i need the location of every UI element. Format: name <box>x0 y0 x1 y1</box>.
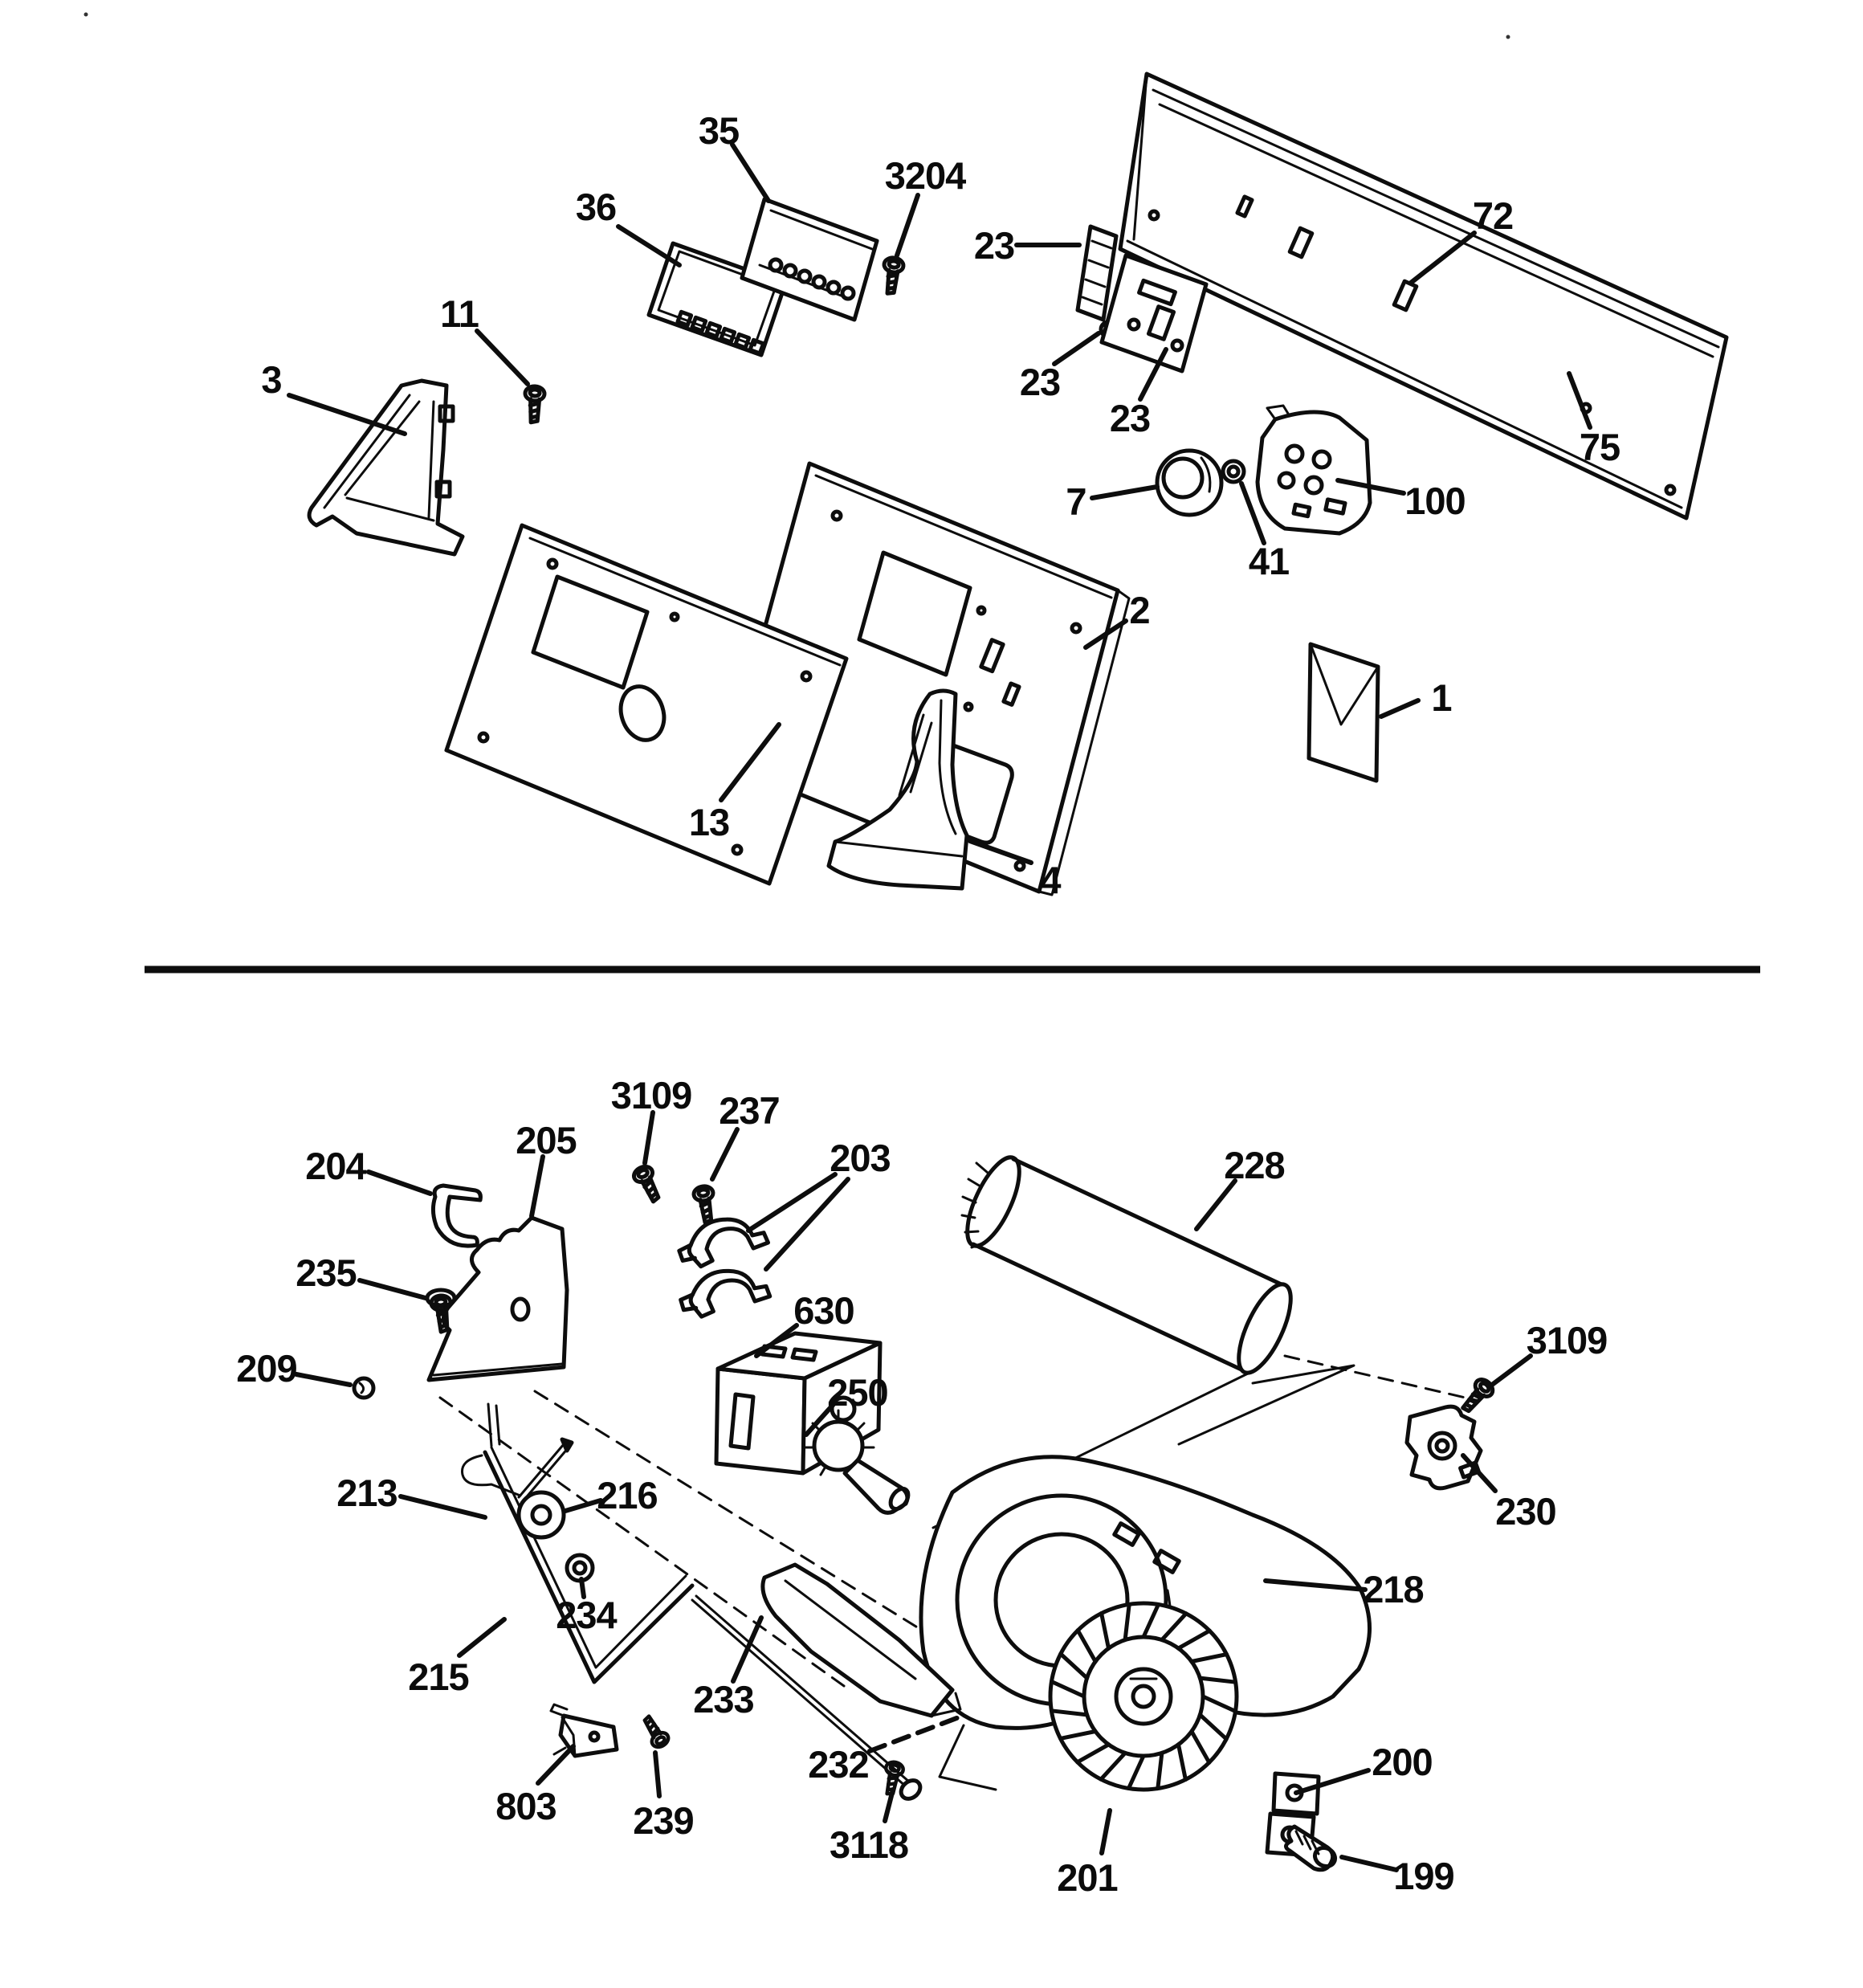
part-label-3118-38: 3118 <box>830 1823 908 1866</box>
part-label-803-36: 803 <box>495 1785 556 1827</box>
blower-section <box>354 1150 1496 1870</box>
part-label-3-4: 3 <box>261 358 282 401</box>
part-label-237-18: 237 <box>719 1089 780 1132</box>
part-41-cap <box>1223 461 1244 482</box>
leader-line-1 <box>1381 700 1418 716</box>
part-label-230-28: 230 <box>1495 1490 1556 1533</box>
part-label-23-8: 23 <box>1109 397 1151 439</box>
part-label-216-30: 216 <box>597 1474 658 1517</box>
part-1-instruction-envelope <box>1309 644 1378 781</box>
leader-line-199 <box>1342 1857 1396 1870</box>
leader-line-209 <box>296 1374 350 1385</box>
leader-line-215 <box>459 1619 504 1655</box>
part-label-213-29: 213 <box>336 1472 397 1514</box>
part-label-3204-1: 3204 <box>884 154 966 197</box>
leader-line-803 <box>538 1746 573 1783</box>
part-label-72-6: 72 <box>1472 194 1514 237</box>
part-label-41-11: 41 <box>1248 540 1290 582</box>
leader-line-203 <box>748 1174 835 1231</box>
part-3109-screw-left <box>631 1164 664 1205</box>
leader-line-216 <box>565 1500 601 1511</box>
part-72-rear-panel <box>1120 74 1726 518</box>
part-label-1-14: 1 <box>1431 676 1452 719</box>
part-label-75-9: 75 <box>1579 426 1620 468</box>
part-204-clip <box>433 1186 480 1246</box>
leader-line-3109 <box>1492 1356 1531 1385</box>
part-230-thermostat <box>1407 1406 1481 1488</box>
part-label-250-26: 250 <box>827 1371 888 1414</box>
part-label-3109-27: 3109 <box>1526 1319 1608 1361</box>
leader-line-204 <box>369 1172 430 1194</box>
part-237-screw <box>693 1185 717 1223</box>
part-209-nut <box>354 1378 373 1398</box>
part-label-228-22: 228 <box>1224 1144 1285 1186</box>
part-label-204-20: 204 <box>305 1145 366 1187</box>
part-label-23-7: 23 <box>1019 361 1061 403</box>
part-label-35-0: 35 <box>698 109 740 152</box>
part-201-blower-wheel <box>1050 1603 1237 1790</box>
part-label-13-15: 13 <box>688 801 730 843</box>
part-239-screw <box>639 1713 671 1750</box>
part-label-235-23: 235 <box>296 1251 357 1294</box>
part-label-630-24: 630 <box>793 1289 854 1332</box>
part-100-switch <box>1258 406 1370 533</box>
deflector-outline <box>1179 1365 1354 1444</box>
scan-speck <box>84 13 88 17</box>
leader-line-35 <box>732 145 768 201</box>
part-3-end-cap-left <box>309 381 463 554</box>
part-label-200-40: 200 <box>1372 1741 1433 1783</box>
part-label-203-19: 203 <box>830 1137 891 1179</box>
part-label-233-34: 233 <box>693 1678 754 1721</box>
part-label-215-33: 215 <box>408 1655 469 1698</box>
leader-line-239 <box>655 1753 659 1796</box>
part-213-belt-upper <box>463 1404 521 1496</box>
part-7-knob <box>1157 451 1221 515</box>
leader-line-7 <box>1092 487 1157 498</box>
backsplash-section <box>309 74 1726 895</box>
leader-line-3109 <box>645 1112 653 1163</box>
scan-speck <box>1506 35 1510 39</box>
leader-line-11 <box>477 331 528 384</box>
part-label-100-12: 100 <box>1404 480 1466 522</box>
part-11-screw <box>524 386 544 423</box>
leader-line-232 <box>870 1717 959 1751</box>
leader-line-23 <box>1054 333 1099 364</box>
part-label-3109-17: 3109 <box>610 1074 692 1116</box>
alignment-line <box>1285 1356 1479 1401</box>
part-216-idler-pulley <box>519 1439 572 1537</box>
part-3204-screw <box>880 256 904 295</box>
part-803-switch <box>551 1704 617 1756</box>
part-label-234-31: 234 <box>556 1594 617 1636</box>
part-label-23-5: 23 <box>973 224 1015 267</box>
leader-line-205 <box>532 1157 543 1216</box>
leader-line-213 <box>401 1496 485 1517</box>
part-label-199-41: 199 <box>1393 1855 1454 1897</box>
leader-line-237 <box>712 1129 737 1179</box>
part-label-11-3: 11 <box>440 292 479 335</box>
part-label-232-35: 232 <box>808 1743 869 1786</box>
leader-line-235 <box>360 1280 426 1298</box>
part-label-2-13: 2 <box>1129 589 1150 631</box>
part-label-201-39: 201 <box>1057 1856 1118 1899</box>
leader-line-3204 <box>897 195 918 255</box>
part-234-washer <box>567 1555 593 1581</box>
leader-line-228 <box>1196 1181 1235 1229</box>
part-label-239-37: 239 <box>633 1799 694 1842</box>
part-label-7-10: 7 <box>1066 480 1086 523</box>
part-label-209-25: 209 <box>236 1347 297 1390</box>
leader-line-201 <box>1102 1810 1110 1853</box>
part-label-36-2: 36 <box>575 186 617 228</box>
part-label-205-21: 205 <box>516 1119 577 1161</box>
part-label-218-32: 218 <box>1363 1568 1424 1610</box>
part-203-clamp-lower <box>679 1266 773 1323</box>
part-label-4-16: 4 <box>1040 859 1061 901</box>
